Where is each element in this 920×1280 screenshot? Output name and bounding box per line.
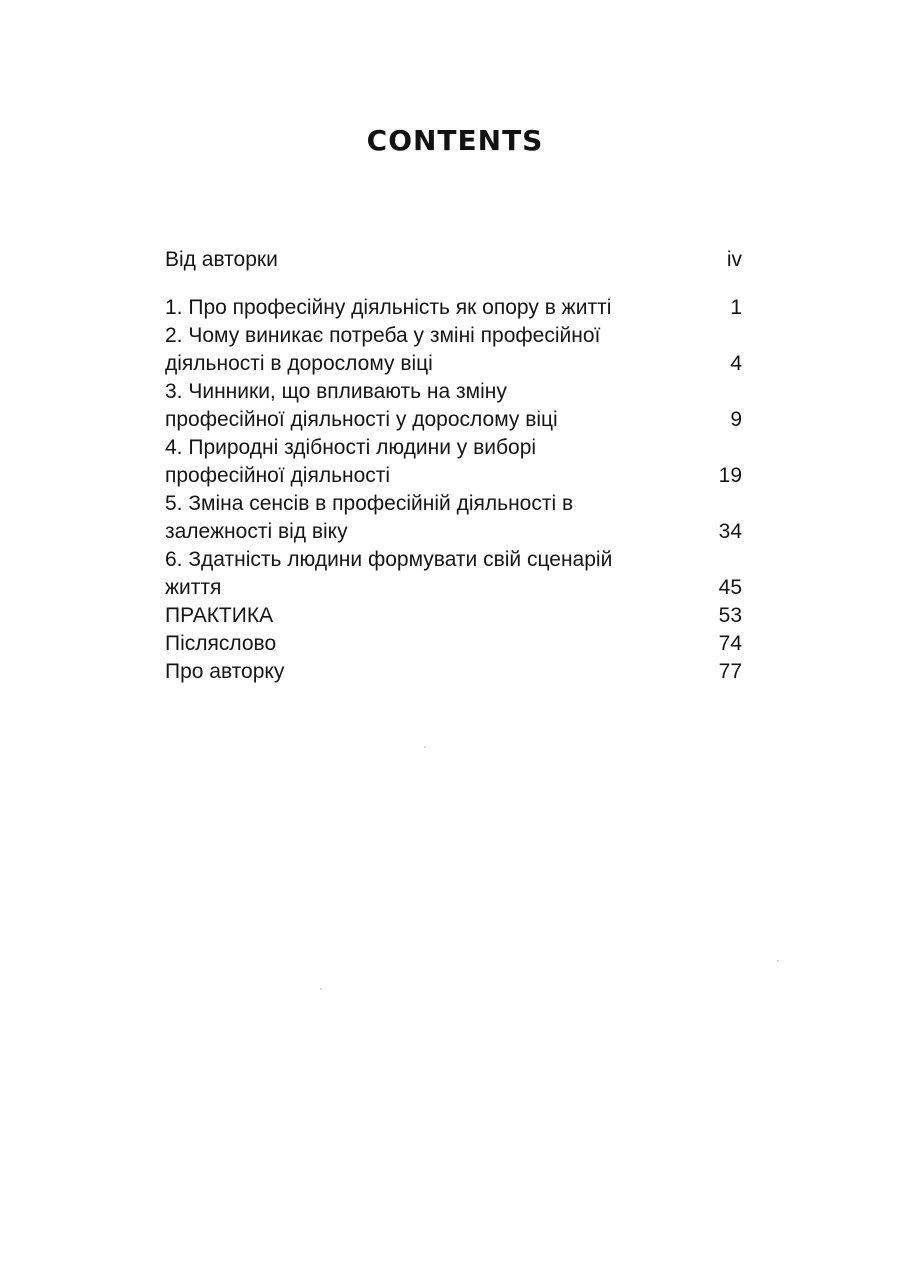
toc-entry-page: 19	[718, 464, 742, 487]
toc-entry-title	[165, 602, 665, 630]
scan-speck	[777, 960, 779, 962]
toc-entry-line: Про авторку	[165, 660, 285, 683]
toc-entry-title	[165, 246, 665, 274]
scan-speck	[320, 988, 322, 990]
scan-speck	[424, 746, 426, 748]
toc-entry-line: 1. Про професійну діяльність як опору в житті	[165, 296, 612, 319]
toc-entry	[165, 322, 742, 378]
toc-entry-line: професійної діяльності	[165, 464, 391, 487]
toc-entry-line: ПРАКТИКА	[165, 604, 274, 627]
toc-entry-title	[165, 490, 665, 546]
toc-entry-page: 34	[718, 520, 742, 543]
toc-entry-page: 9	[730, 408, 742, 431]
toc-entry	[165, 246, 742, 274]
toc-entry-title	[165, 630, 665, 658]
toc-entry-line: професійної діяльності у дорослому віці	[165, 408, 558, 431]
toc-entry	[165, 630, 742, 658]
toc-entry-page: 4	[730, 352, 742, 375]
toc-entry-page: iv	[726, 248, 742, 271]
toc-entry-line: життя	[165, 576, 222, 599]
toc-entry-page: 1	[730, 296, 742, 319]
toc-entry-title	[165, 546, 665, 602]
toc-entry-title	[165, 378, 665, 434]
page-title: CONTENTS	[366, 124, 544, 157]
toc-entry-title	[165, 658, 665, 686]
toc-entry-line: залежності від віку	[165, 520, 348, 543]
toc-entry-line: 6. Здатність людини формувати свій сценарій	[165, 548, 613, 571]
toc-entry	[165, 546, 742, 602]
table-of-contents	[165, 246, 742, 686]
toc-entry	[165, 658, 742, 686]
toc-entry-line: 4. Природні здібності людини у виборі	[165, 436, 537, 459]
toc-entry	[165, 602, 742, 630]
toc-entry-line: 3. Чинники, що впливають на зміну	[165, 380, 507, 403]
toc-entry-line: 5. Зміна сенсів в професійній діяльності в	[165, 492, 574, 515]
toc-entry-line: 2. Чому виникає потреба у зміні професійної	[165, 324, 601, 347]
toc-entry-page: 45	[718, 576, 742, 599]
toc-entry-title	[165, 322, 665, 378]
toc-entry	[165, 490, 742, 546]
toc-entry-title	[165, 294, 665, 322]
toc-entry-page: 74	[718, 632, 742, 655]
toc-entry-page: 53	[718, 604, 742, 627]
toc-entry-page: 77	[718, 660, 742, 683]
toc-entry	[165, 434, 742, 490]
toc-entry-line: Від авторки	[165, 248, 278, 271]
toc-entry-title	[165, 434, 665, 490]
toc-entry	[165, 378, 742, 434]
toc-entry-line: Післяслово	[165, 632, 277, 655]
toc-entry	[165, 294, 742, 322]
toc-entry-line: діяльності в дорослому віці	[165, 352, 433, 375]
